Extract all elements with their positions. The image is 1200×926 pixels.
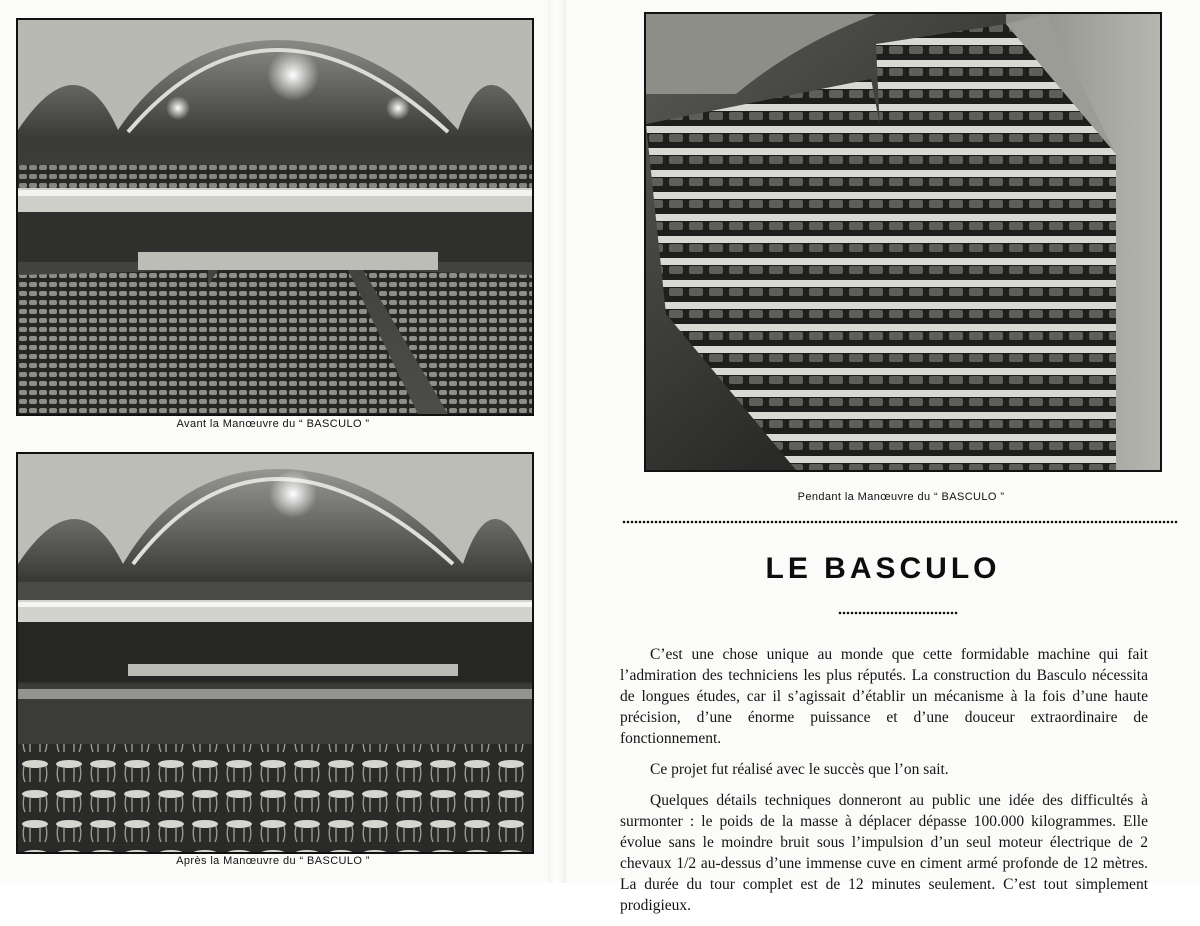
left-page xyxy=(0,0,548,883)
title-underline-rule xyxy=(838,611,958,615)
caption-after: Après la Manœuvre du “ BASCULO ” xyxy=(176,855,370,867)
paragraph-3: Quelques détails techniques donneront au public une idée des difficultés à surmonter : le poids de la masse à déplacer dépasse 100.000 kilogrammes. Elle évolue sans le moindre bruit sous l’impulsion d’un seul moteur électrique de 2 chevaux 1/2 au-dessus d’une immense cuve en ciment armé profonde de 12 mètres. La durée du tour complet est de 12 minutes seulement. C’est tout simplement prodigieux. xyxy=(620,792,1148,914)
photo-after-maneuver xyxy=(16,452,534,854)
paragraph-1: C’est une chose unique au monde que cette formidable machine qui fait l’admiration des techniciens les plus réputés. La construction du Basculo nécessita de longues études, car il s’agissait d’établir un mécanisme à la fois d’une haute précision, d’une énorme puissance et d’une douceur extraordinaire de fonctionnement. xyxy=(620,646,1148,747)
page-title: LE BASCULO xyxy=(765,552,1001,585)
article-body xyxy=(620,644,1148,926)
caption-during: Pendant la Manœuvre du “ BASCULO ” xyxy=(797,491,1005,503)
paragraph-2: Ce projet fut réalisé avec le succès que l’on sait. xyxy=(650,761,949,778)
caption-before: Avant la Manœuvre du “ BASCULO ” xyxy=(176,418,370,430)
top-dotted-rule xyxy=(622,520,1178,524)
book-gutter xyxy=(548,0,566,883)
right-page xyxy=(566,0,1200,914)
photo-before-maneuver xyxy=(16,18,534,416)
photo-during-maneuver xyxy=(644,12,1162,472)
